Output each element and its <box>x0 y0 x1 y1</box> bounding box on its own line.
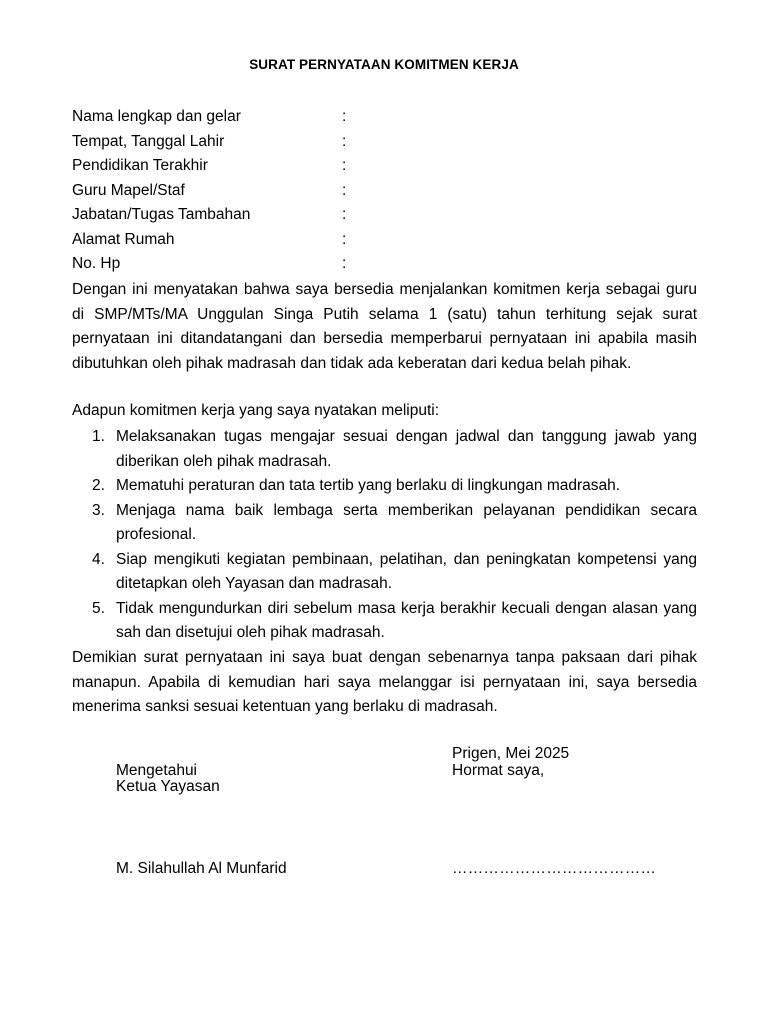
list-item <box>72 474 697 499</box>
list-text: Tidak mengundurkan diri sebelum masa kerja berakhir kecuali dengan alasan yang sah dan disetujui oleh pihak madrasah. <box>116 599 697 641</box>
list-text: Melaksanakan tugas mengajar sesuai dengan jadwal dan tanggung jawab yang diberikan oleh pihak madrasah. <box>116 428 697 470</box>
signature-place-date: Prigen, Mei 2025 <box>452 745 570 762</box>
field-row-birth <box>72 132 702 157</box>
statement-paragraph: Dengan ini menyatakan bahwa saya bersedia menjalankan komitmen kerja sebagai guru di SMP/MTs/MA Unggulan Singa Putih selama 1 (satu) tahun terhitung sejak surat pernyataan ini ditandatangani dan bersedia memperbarui pernyataan ini apabila masih dibutuhkan oleh pihak madrasah dan tidak ada keberatan dari kedua belah pihak. <box>72 281 697 372</box>
commitment-list <box>72 425 697 646</box>
field-label: Guru Mapel/Staf <box>72 181 185 199</box>
field-label: Nama lengkap dan gelar <box>72 108 241 125</box>
list-text: Siap mengikuti kegiatan pembinaan, pelatihan, dan peningkatan kompetensi yang ditetapkan oleh Yayasan dan madrasah. <box>116 550 697 592</box>
field-row-position <box>72 205 702 230</box>
field-colon: : <box>342 181 347 199</box>
field-colon: : <box>342 230 347 248</box>
field-label: Alamat Rumah <box>72 230 175 248</box>
list-item <box>72 499 697 548</box>
signature-signer-placeholder: ………………………………… <box>452 860 657 877</box>
field-colon: : <box>342 206 347 223</box>
field-label: Tempat, Tanggal Lahir <box>72 132 225 150</box>
field-row-address <box>72 230 702 255</box>
list-number: 5. <box>92 599 105 617</box>
document-title: SURAT PERNYATAAN KOMITMEN KERJA <box>249 57 519 72</box>
field-label: No. Hp <box>72 255 121 272</box>
signature-known-by: Mengetahui <box>116 762 198 779</box>
field-label: Jabatan/Tugas Tambahan <box>72 206 251 223</box>
field-colon: : <box>342 108 347 125</box>
field-colon: : <box>342 132 347 150</box>
closing-paragraph: Demikian surat pernyataan ini saya buat dengan sebenarnya tanpa paksaan dari pihak manapun. Apabila di kemudian hari saya melanggar isi pernyataan ini, saya bersedia menerima sanksi sesuai ketentuan yang berlaku di madrasah. <box>72 649 697 715</box>
list-item <box>72 548 697 597</box>
list-number: 1. <box>92 428 105 445</box>
field-row-phone <box>72 254 702 279</box>
field-colon: : <box>342 255 347 272</box>
list-number: 2. <box>92 477 105 494</box>
field-row-subject <box>72 181 702 206</box>
signature-known-role: Ketua Yayasan <box>116 778 220 795</box>
commitment-intro: Adapun komitmen kerja yang saya nyatakan meliputi: <box>72 402 440 419</box>
list-number: 4. <box>92 550 105 568</box>
field-label: Pendidikan Terakhir <box>72 157 208 174</box>
field-row-name <box>72 107 702 132</box>
list-text: Menjaga nama baik lembaga serta memberikan pelayanan pendidikan secara profesional. <box>116 501 697 543</box>
field-row-education <box>72 156 702 181</box>
field-colon: : <box>342 157 347 174</box>
signature-known-name: M. Silahullah Al Munfarid <box>116 860 287 877</box>
list-item <box>72 597 697 646</box>
list-text: Mematuhi peraturan dan tata tertib yang berlaku di lingkungan madrasah. <box>116 477 621 494</box>
list-number: 3. <box>92 501 105 519</box>
signature-regards: Hormat saya, <box>452 762 545 779</box>
identity-fields <box>72 107 702 279</box>
list-item <box>72 425 697 474</box>
